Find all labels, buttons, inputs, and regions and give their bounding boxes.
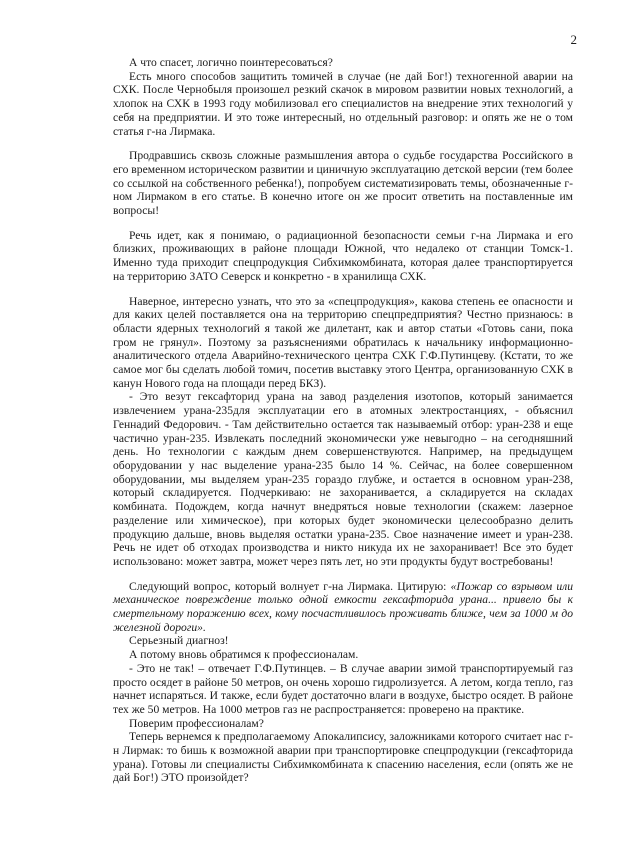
article-body [113, 56, 573, 785]
paragraph-diagnosis: Серьезный диагноз! [129, 634, 229, 648]
paragraph-systematize-topics: Продравшись сквозь сложные размышления автора о судьбе государства Российского в его временном историческом развитии и циничную эксплуатацию детской версии (тем более со ссылкой на собственного ребенка!), попробуем систематизировать темы, обозначенные г-ном Лирмаком в его статье. В конечно итоге он же просит ответить на поставленные им вопросы! [113, 149, 573, 218]
paragraph-professionals: А потому вновь обратимся к профессионалам. [129, 648, 359, 662]
paragraph-uranium-explanation: - Это везут гексафторид урана на завод разделения изотопов, который занимается извлечением урана-235для эксплуатации его в атомных электростанциях, - объяснил Геннадий Федорович. - Там действительно остается так называемый отбор: уран-238 и еще частично уран-235. Извлекать последний экономически уже невыгодно – на сегодняшний день. Но технологии с каждым днем совершенствуются. Например, на предыдущем оборудовании у нас выделение урана-235 было 14 %. Сейчас, на более совершенном оборудовании, мы выделяем уран-235 гораздо глубже, и остается в основном уран-238, который складируется. Подчеркиваю: не захоранивается, а складируется на складах комбината. Подождем, когда начнут внедряться новые технологии (скажем: лазерное разделение или химическое), при которых будет экономически целесообразно делить продукцию дальше, вновь выделяя остатки урана-235. Свое назначение имеет и уран-238. Речь не идет об отходах производства и никто никуда их не захоранивает! Все это будет использовано: может завтра, может через пять лет, но эти продукты будут востребованы! [113, 390, 573, 568]
page-number: 2 [570, 32, 577, 47]
paragraph-trust-professionals: Поверим профессионалам? [129, 716, 264, 730]
paragraph-question: А что спасет, логично поинтересоваться? [129, 56, 333, 69]
quote-intro: Следующий вопрос, который волнует г-на Лирмака. Цитирую: [129, 579, 451, 593]
paragraph-protection-methods: Есть много способов защитить томичей в случае (не дай Бог!) техногенной аварии на СХК. После Чернобыля произошел резкий скачок в мировом развитии новых технологий, а хлопок на СХК в 1993 году мобилизовал его специалистов на внедрение этих технологий у себя на предприятии. И это тоже интересный, но отдельный разговор: и опять же не о том статья г-на Лирмака. [113, 69, 573, 138]
paragraph-putintsev-answer: - Это не так! – отвечает Г.Ф.Путинцев. – В случае аварии зимой транспортируемый газ просто осядет в районе 50 метров, он очень хорошо гидролизуется. А летом, когда тепло, газ начнет испаряться. И также, если будет достаточно влаги в воздухе, быстро осядет. В районе тех же 50 метров. На 1000 метров газ не распространяется: проверено на практике. [113, 661, 573, 716]
paragraph-special-product: Наверное, интересно узнать, что это за «спецпродукция», какова степень ее опасности и для каких целей поставляется она на территорию спецпредприятия? Честно признаюсь: в области ядерных технологий я такой же дилетант, как и автор статьи «Готовь сани, пока гром не грянул». Поэтому за разъяснениями обратилась к начальнику информационно-аналитического отдела Аварийно-технического центра СХК Г.Ф.Путинцеву. (Кстати, то же самое мог бы сделать любой томич, посетив выставку этого Центра, организованную СХК в канун Нового года на площади перед БКЗ). [113, 294, 573, 390]
paragraph-quote [113, 580, 573, 635]
paragraph-radiation-safety: Речь идет, как я понимаю, о радиационной безопасности семьи г-на Лирмака и его близких, проживающих в районе площади Южной, что недалеко от станции Томск-1. Именно туда приходит спецпродукция Сибхимкомбината, которая далее транспортируется на территорию ЗАТО Северск и конкретно - в хранилища СХК. [113, 228, 573, 283]
quote-text: «Пожар со взрывом или механическое повреждение только одной емкости гексафторида урана... привело бы к смертельному поражению всех, кому посчастливилось проживать ближе, чем за 1000 м до железной дороги». [113, 579, 573, 634]
paragraph-apocalypse: Теперь вернемся к предполагаемому Апокалипсису, заложниками которого считает нас г-н Лирмак: то бишь к возможной аварии при транспортировке спецпродукции (гексафторида урана). Готовы ли специалисты Сибхимкомбината к спасению населения, если (опять же не дай Бог!) ЭТО произойдет? [113, 730, 573, 785]
